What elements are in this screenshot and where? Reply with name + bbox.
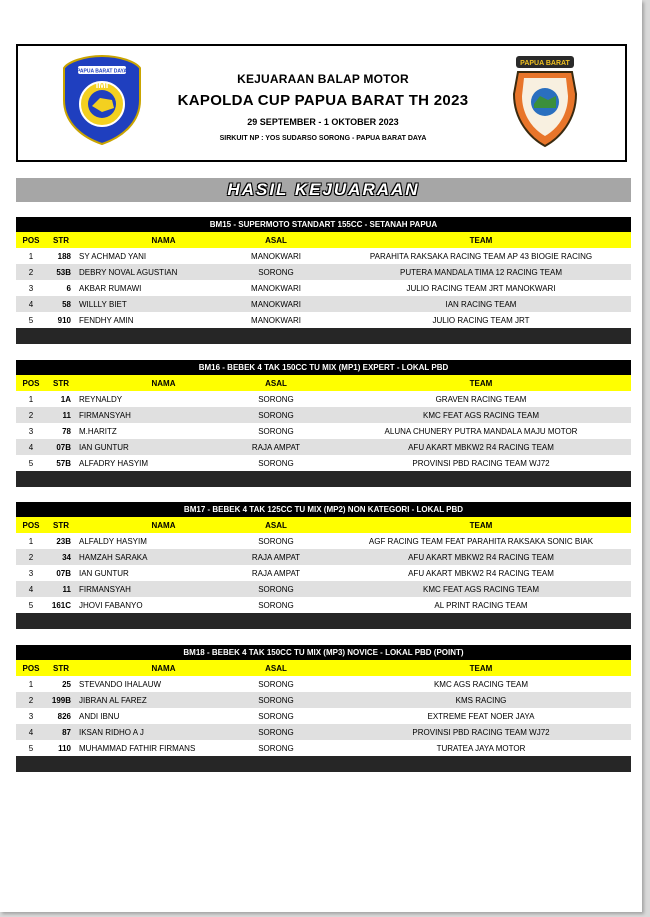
cell-str: 78 xyxy=(62,426,71,436)
cell-asal: SORONG xyxy=(258,267,294,277)
cell-asal: SORONG xyxy=(258,695,294,705)
cell-str: 199B xyxy=(51,695,71,705)
cell-team: IAN RACING TEAM xyxy=(445,299,517,309)
cell-pos: 1 xyxy=(28,536,34,546)
result-section xyxy=(16,645,631,772)
cell-nama: HAMZAH SARAKA xyxy=(79,552,148,562)
cell-asal: MANOKWARI xyxy=(251,315,301,325)
cell-pos: 2 xyxy=(28,410,34,420)
cell-team: PARAHITA RAKSAKA RACING TEAM AP 43 BIOGIE RACING xyxy=(369,251,593,261)
cell-nama: SY ACHMAD YANI xyxy=(79,251,147,261)
cell-asal: SORONG xyxy=(258,743,294,753)
cell-str: 34 xyxy=(62,552,71,562)
column-header-pos: POS xyxy=(22,235,40,245)
cell-nama: FENDHY AMIN xyxy=(79,315,134,325)
cell-team: TURATEA JAYA MOTOR xyxy=(436,743,526,753)
cell-team: ALUNA CHUNERY PUTRA MANDALA MAJU MOTOR xyxy=(384,426,578,436)
cell-nama: ALFALDY HASYIM xyxy=(79,536,147,546)
cell-asal: RAJA AMPAT xyxy=(251,442,301,452)
table-row xyxy=(16,312,631,328)
table-row xyxy=(16,296,631,312)
column-header-row xyxy=(16,517,631,533)
table-row xyxy=(16,264,631,280)
svg-text:IMI: IMI xyxy=(95,80,109,90)
column-header-team: TEAM xyxy=(469,378,493,388)
cell-pos: 3 xyxy=(28,283,34,293)
cell-nama: FIRMANSYAH xyxy=(79,410,131,420)
cell-str: 11 xyxy=(62,410,71,420)
event-date: 29 SEPTEMBER - 1 OKTOBER 2023 xyxy=(247,117,399,127)
column-header-row xyxy=(16,232,631,248)
category-title: BM17 - BEBEK 4 TAK 125CC TU MIX (MP2) NON KATEGORI - LOKAL PBD xyxy=(16,502,631,517)
cell-nama: AKBAR RUMAWI xyxy=(79,283,142,293)
cell-nama: DEBRY NOVAL AGUSTIAN xyxy=(79,267,178,277)
cell-asal: SORONG xyxy=(258,727,294,737)
table-row xyxy=(16,423,631,439)
cell-pos: 4 xyxy=(28,727,34,737)
cell-nama: JIBRAN AL FAREZ xyxy=(79,695,147,705)
table-row xyxy=(16,724,631,740)
cell-team: KMC FEAT AGS RACING TEAM xyxy=(422,410,540,420)
table-row xyxy=(16,248,631,264)
cell-team: KMC AGS RACING TEAM xyxy=(433,679,529,689)
cell-asal: SORONG xyxy=(258,711,294,721)
cell-asal: RAJA AMPAT xyxy=(251,568,301,578)
cell-str: 826 xyxy=(57,711,71,721)
table-row xyxy=(16,455,631,471)
papua-barat-police-logo xyxy=(508,54,582,150)
column-header-pos: POS xyxy=(22,520,40,530)
cell-team: PROVINSI PBD RACING TEAM WJ72 xyxy=(412,458,550,468)
cell-str: 58 xyxy=(62,299,71,309)
table-row xyxy=(16,533,631,549)
column-header-nama: NAMA xyxy=(151,663,176,673)
cell-nama: IKSAN RIDHO A J xyxy=(79,727,144,737)
column-header-asal: ASAL xyxy=(265,663,287,673)
table-row xyxy=(16,407,631,423)
cell-team: KMS RACING xyxy=(455,695,507,705)
cell-team: AFU AKART MBKW2 R4 RACING TEAM xyxy=(408,442,554,452)
cell-nama: ANDI IBNU xyxy=(79,711,120,721)
category-title: BM15 - SUPERMOTO STANDART 155CC - SETANAH PAPUA xyxy=(16,217,631,232)
event-header xyxy=(16,44,627,162)
table-row xyxy=(16,692,631,708)
cell-str: 87 xyxy=(62,727,71,737)
cell-asal: SORONG xyxy=(258,426,294,436)
result-section xyxy=(16,360,631,487)
cell-team: EXTREME FEAT NOER JAYA xyxy=(427,711,535,721)
column-header-str: STR xyxy=(53,520,69,530)
results-banner-text: HASIL KEJUARAAN xyxy=(227,180,420,199)
column-header-nama: NAMA xyxy=(151,520,176,530)
column-header-str: STR xyxy=(53,235,69,245)
cell-pos: 1 xyxy=(28,251,34,261)
cell-pos: 2 xyxy=(28,552,34,562)
table-row xyxy=(16,280,631,296)
logo-right-text: PAPUA BARAT xyxy=(520,60,570,67)
cell-str: 57B xyxy=(56,458,71,468)
event-circuit: SIRKUIT NP : YOS SUDARSO SORONG - PAPUA BARAT DAYA xyxy=(219,135,427,142)
category-title: BM16 - BEBEK 4 TAK 150CC TU MIX (MP1) EXPERT - LOKAL PBD xyxy=(16,360,631,375)
section-footer-bar xyxy=(16,471,631,487)
cell-pos: 2 xyxy=(28,267,34,277)
cell-asal: MANOKWARI xyxy=(251,283,301,293)
cell-asal: RAJA AMPAT xyxy=(251,552,301,562)
cell-pos: 3 xyxy=(28,568,34,578)
cell-asal: SORONG xyxy=(258,679,294,689)
table-row xyxy=(16,740,631,756)
cell-str: 1A xyxy=(60,394,71,404)
column-header-str: STR xyxy=(53,378,69,388)
event-title-line2: KAPOLDA CUP PAPUA BARAT TH 2023 xyxy=(177,92,469,109)
cell-str: 11 xyxy=(62,584,71,594)
cell-str: 188 xyxy=(57,251,71,261)
cell-str: 25 xyxy=(62,679,71,689)
cell-team: KMC FEAT AGS RACING TEAM xyxy=(422,584,540,594)
cell-team: AFU AKART MBKW2 R4 RACING TEAM xyxy=(408,568,554,578)
cell-str: 07B xyxy=(56,442,71,452)
cell-nama: FIRMANSYAH xyxy=(79,584,131,594)
cell-team: PUTERA MANDALA TIMA 12 RACING TEAM xyxy=(400,267,562,277)
cell-nama: M.HARITZ xyxy=(79,426,117,436)
cell-team: AL PRINT RACING TEAM xyxy=(434,600,528,610)
cell-nama: MUHAMMAD FATHIR FIRMANS xyxy=(79,743,196,753)
cell-str: 07B xyxy=(56,568,71,578)
table-row xyxy=(16,708,631,724)
cell-team: JULIO RACING TEAM JRT xyxy=(432,315,530,325)
cell-team: GRAVEN RACING TEAM xyxy=(435,394,527,404)
section-footer-bar xyxy=(16,328,631,344)
column-header-str: STR xyxy=(53,663,69,673)
cell-pos: 5 xyxy=(28,743,34,753)
column-header-row xyxy=(16,375,631,391)
column-header-team: TEAM xyxy=(469,235,493,245)
cell-nama: WILLLY BIET xyxy=(79,299,127,309)
cell-pos: 1 xyxy=(28,679,34,689)
cell-str: 161C xyxy=(51,600,71,610)
cell-str: 53B xyxy=(56,267,71,277)
cell-pos: 4 xyxy=(28,299,34,309)
cell-asal: SORONG xyxy=(258,600,294,610)
table-row xyxy=(16,676,631,692)
results-banner xyxy=(16,178,631,202)
cell-nama: ALFADRY HASYIM xyxy=(79,458,149,468)
imi-shield-logo xyxy=(62,54,142,146)
table-row xyxy=(16,439,631,455)
table-row xyxy=(16,565,631,581)
section-footer-bar xyxy=(16,613,631,629)
column-header-asal: ASAL xyxy=(265,520,287,530)
cell-pos: 5 xyxy=(28,458,34,468)
cell-str: 23B xyxy=(56,536,71,546)
column-header-nama: NAMA xyxy=(151,378,176,388)
cell-asal: SORONG xyxy=(258,394,294,404)
column-header-asal: ASAL xyxy=(265,378,287,388)
table-row xyxy=(16,549,631,565)
cell-nama: STEVANDO IHALAUW xyxy=(79,679,162,689)
column-header-nama: NAMA xyxy=(151,235,176,245)
column-header-pos: POS xyxy=(22,663,40,673)
cell-pos: 5 xyxy=(28,600,34,610)
column-header-row xyxy=(16,660,631,676)
column-header-asal: ASAL xyxy=(265,235,287,245)
event-title-line1: KEJUARAAN BALAP MOTOR xyxy=(237,72,409,86)
cell-team: AFU AKART MBKW2 R4 RACING TEAM xyxy=(408,552,554,562)
table-row xyxy=(16,391,631,407)
cell-str: 110 xyxy=(58,743,71,753)
cell-asal: SORONG xyxy=(258,458,294,468)
cell-asal: SORONG xyxy=(258,410,294,420)
logo-left-text: PAPUA BARAT DAYA xyxy=(76,68,128,75)
cell-nama: IAN GUNTUR xyxy=(79,442,129,452)
cell-pos: 5 xyxy=(28,315,34,325)
cell-str: 6 xyxy=(66,283,71,293)
table-row xyxy=(16,581,631,597)
cell-pos: 4 xyxy=(28,584,34,594)
cell-asal: MANOKWARI xyxy=(251,251,301,261)
cell-str: 910 xyxy=(57,315,71,325)
cell-pos: 3 xyxy=(28,711,34,721)
cell-team: AGF RACING TEAM FEAT PARAHITA RAKSAKA SONIC BIAK xyxy=(368,536,594,546)
column-header-team: TEAM xyxy=(469,520,493,530)
column-header-team: TEAM xyxy=(469,663,493,673)
cell-nama: REYNALDY xyxy=(79,394,123,404)
result-section xyxy=(16,502,631,629)
table-row xyxy=(16,597,631,613)
cell-asal: MANOKWARI xyxy=(251,299,301,309)
cell-pos: 2 xyxy=(28,695,34,705)
cell-asal: SORONG xyxy=(258,536,294,546)
column-header-pos: POS xyxy=(22,378,40,388)
cell-nama: JHOVI FABANYO xyxy=(79,600,143,610)
section-footer-bar xyxy=(16,756,631,772)
cell-pos: 1 xyxy=(28,394,34,404)
cell-nama: IAN GUNTUR xyxy=(79,568,129,578)
cell-asal: SORONG xyxy=(258,584,294,594)
cell-pos: 4 xyxy=(28,442,34,452)
category-title: BM18 - BEBEK 4 TAK 150CC TU MIX (MP3) NOVICE - LOKAL PBD (POINT) xyxy=(16,645,631,660)
cell-pos: 3 xyxy=(28,426,34,436)
cell-team: PROVINSI PBD RACING TEAM WJ72 xyxy=(412,727,550,737)
cell-team: JULIO RACING TEAM JRT MANOKWARI xyxy=(406,283,556,293)
result-section xyxy=(16,217,631,344)
